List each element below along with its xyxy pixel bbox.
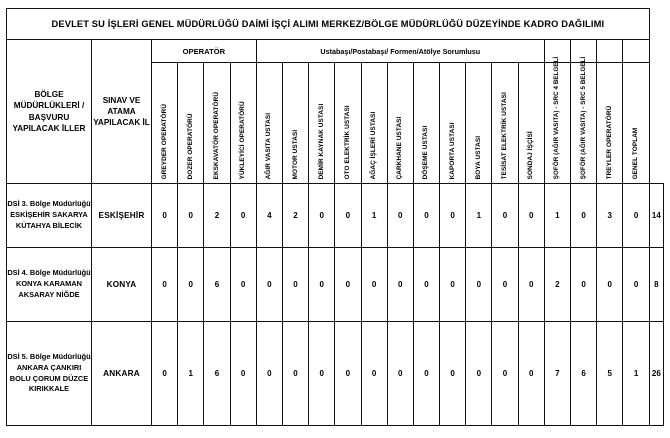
- column-header-label: DEMİR KAYNAK USTASI: [317, 103, 325, 179]
- column-header-label: AĞAÇ İŞLERİ USTASI: [369, 111, 377, 179]
- value-cell: 0: [492, 184, 518, 248]
- value-cell: 1: [466, 184, 492, 248]
- column-header-label: TESİSAT ELEKTRİK USTASI: [500, 91, 508, 179]
- column-header-6: [309, 63, 335, 184]
- column-header-label: KAPORTA USTASI: [448, 121, 456, 179]
- value-cell: 0: [440, 184, 466, 248]
- stub-header-region: BÖLGE MÜDÜRLÜKLERİ / BAŞVURU YAPILACAK İLLER: [7, 40, 92, 184]
- value-cell: 0: [440, 248, 466, 322]
- value-cell: 0: [466, 248, 492, 322]
- value-cell: 2: [544, 248, 570, 322]
- group-header-ustabasi: Ustabaşı/Postabaşı/ Formen/Atölye Sorumlusu: [256, 40, 544, 63]
- column-header-label: ŞOFÖR (AĞIR VASITA) - SRC 4 BELGELİ: [553, 56, 561, 179]
- column-header-label: GREYDER OPERATÖRÜ: [160, 103, 168, 179]
- table-row: [7, 184, 664, 248]
- column-header-label: GENEL TOPLAM: [631, 127, 639, 179]
- value-cell: 0: [309, 322, 335, 426]
- value-cell: 0: [152, 248, 178, 322]
- value-cell: 0: [309, 248, 335, 322]
- column-header-label: ÇARKHANE USTASI: [396, 116, 404, 179]
- exam-city-cell: ANKARA: [92, 322, 152, 426]
- value-cell: 0: [178, 184, 204, 248]
- exam-city-cell: KONYA: [92, 248, 152, 322]
- column-header-3: [230, 63, 256, 184]
- value-cell: 0: [571, 184, 597, 248]
- value-cell: 3: [597, 184, 623, 248]
- value-cell: 6: [571, 322, 597, 426]
- region-cell: DSİ 5. Bölge Müdürlüğü ANKARA ÇANKIRI BOLU ÇORUM DÜZCE KIRIKKALE: [7, 322, 92, 426]
- column-header-label: EKSKAVATÖR OPERATÖRÜ: [212, 91, 220, 179]
- value-cell: 0: [597, 248, 623, 322]
- group-header-spacer: [623, 40, 649, 63]
- column-header-15: [544, 56, 570, 184]
- column-header-label: OTO ELEKTRİK USTASI: [343, 104, 351, 179]
- column-header-7: [335, 63, 361, 184]
- value-cell: 2: [204, 184, 230, 248]
- value-cell: 0: [309, 184, 335, 248]
- value-cell: 1: [623, 322, 649, 426]
- value-cell: 0: [492, 248, 518, 322]
- group-header-row: [7, 40, 664, 63]
- row-total-cell: 14: [649, 184, 663, 248]
- row-total-cell: 26: [649, 322, 663, 426]
- column-header-18: [623, 63, 649, 184]
- column-header-2: [204, 63, 230, 184]
- column-header-10: [413, 63, 439, 184]
- column-header-11: [440, 63, 466, 184]
- column-header-9: [387, 63, 413, 184]
- exam-city-cell: ESKİŞEHİR: [92, 184, 152, 248]
- column-header-label: AĞIR VASITA USTASI: [265, 112, 273, 179]
- value-cell: 6: [204, 248, 230, 322]
- column-header-label: YÜKLEYİCİ OPERATÖRÜ: [238, 100, 246, 179]
- value-cell: 0: [518, 322, 544, 426]
- value-cell: 0: [152, 322, 178, 426]
- value-cell: 0: [518, 248, 544, 322]
- column-header-label: DOZER OPERATÖRÜ: [186, 113, 194, 179]
- value-cell: 0: [440, 322, 466, 426]
- table-row: [7, 248, 664, 322]
- value-cell: 0: [361, 322, 387, 426]
- value-cell: 0: [387, 248, 413, 322]
- value-cell: 6: [204, 322, 230, 426]
- value-cell: 0: [492, 322, 518, 426]
- value-cell: 0: [361, 248, 387, 322]
- value-cell: 0: [335, 322, 361, 426]
- value-cell: 0: [387, 322, 413, 426]
- column-header-4: [256, 63, 282, 184]
- table-row: [7, 322, 664, 426]
- column-header-label: BOYA USTASI: [474, 135, 482, 179]
- value-cell: 0: [230, 322, 256, 426]
- column-header-8: [361, 63, 387, 184]
- value-cell: 0: [518, 184, 544, 248]
- column-header-16: [571, 56, 597, 184]
- region-cell: DSİ 3. Bölge Müdürlüğü ESKİŞEHİR SAKARYA KÜTAHYA BİLECİK: [7, 184, 92, 248]
- column-header-14: [518, 63, 544, 184]
- title-row: [7, 9, 664, 40]
- value-cell: 7: [544, 322, 570, 426]
- value-cell: 0: [256, 322, 282, 426]
- column-header-13: [492, 63, 518, 184]
- value-cell: 0: [152, 184, 178, 248]
- value-cell: 0: [571, 248, 597, 322]
- value-cell: 4: [256, 184, 282, 248]
- value-cell: 1: [544, 184, 570, 248]
- value-cell: 0: [335, 248, 361, 322]
- value-cell: 1: [178, 322, 204, 426]
- value-cell: 0: [413, 184, 439, 248]
- value-cell: 0: [387, 184, 413, 248]
- group-header-spacer: [597, 40, 623, 63]
- column-header-label: SONDAJ İŞÇİSİ: [527, 130, 535, 179]
- value-cell: 2: [282, 184, 308, 248]
- value-cell: 0: [256, 248, 282, 322]
- row-total-cell: 8: [649, 248, 663, 322]
- kadro-dagilimi-table: [6, 8, 664, 426]
- value-cell: 0: [466, 322, 492, 426]
- column-header-label: ŞOFÖR (AĞIR VASITA) - SRC 5 BELGELİ: [579, 56, 587, 179]
- value-cell: 0: [282, 248, 308, 322]
- region-cell: DSİ 4. Bölge Müdürlüğü KONYA KARAMAN AKSARAY NİĞDE: [7, 248, 92, 322]
- column-header-label: TREYLER OPERATÖRÜ: [605, 105, 613, 179]
- value-cell: 1: [361, 184, 387, 248]
- value-cell: 0: [623, 184, 649, 248]
- value-cell: 0: [282, 322, 308, 426]
- column-header-label: MOTOR USTASI: [291, 129, 299, 179]
- group-header-operator: OPERATÖR: [152, 40, 257, 63]
- document-title: DEVLET SU İŞLERİ GENEL MÜDÜRLÜĞÜ DAİMİ İŞÇİ ALIMI MERKEZ/BÖLGE MÜDÜRLÜĞÜ DÜZEYİNDE KADRO DAĞILIMI: [7, 9, 650, 40]
- value-cell: 0: [623, 248, 649, 322]
- value-cell: 0: [335, 184, 361, 248]
- column-header-0: [152, 63, 178, 184]
- value-cell: 0: [230, 248, 256, 322]
- value-cell: 0: [230, 184, 256, 248]
- column-header-1: [178, 63, 204, 184]
- value-cell: 0: [413, 322, 439, 426]
- column-header-12: [466, 63, 492, 184]
- column-header-label: DÖŞEME USTASI: [422, 125, 430, 179]
- value-cell: 0: [178, 248, 204, 322]
- stub-header-exam-city: SINAV VE ATAMA YAPILACAK İL: [92, 40, 152, 184]
- column-header-17: [597, 63, 623, 184]
- column-header-5: [282, 63, 308, 184]
- value-cell: 0: [413, 248, 439, 322]
- value-cell: 5: [597, 322, 623, 426]
